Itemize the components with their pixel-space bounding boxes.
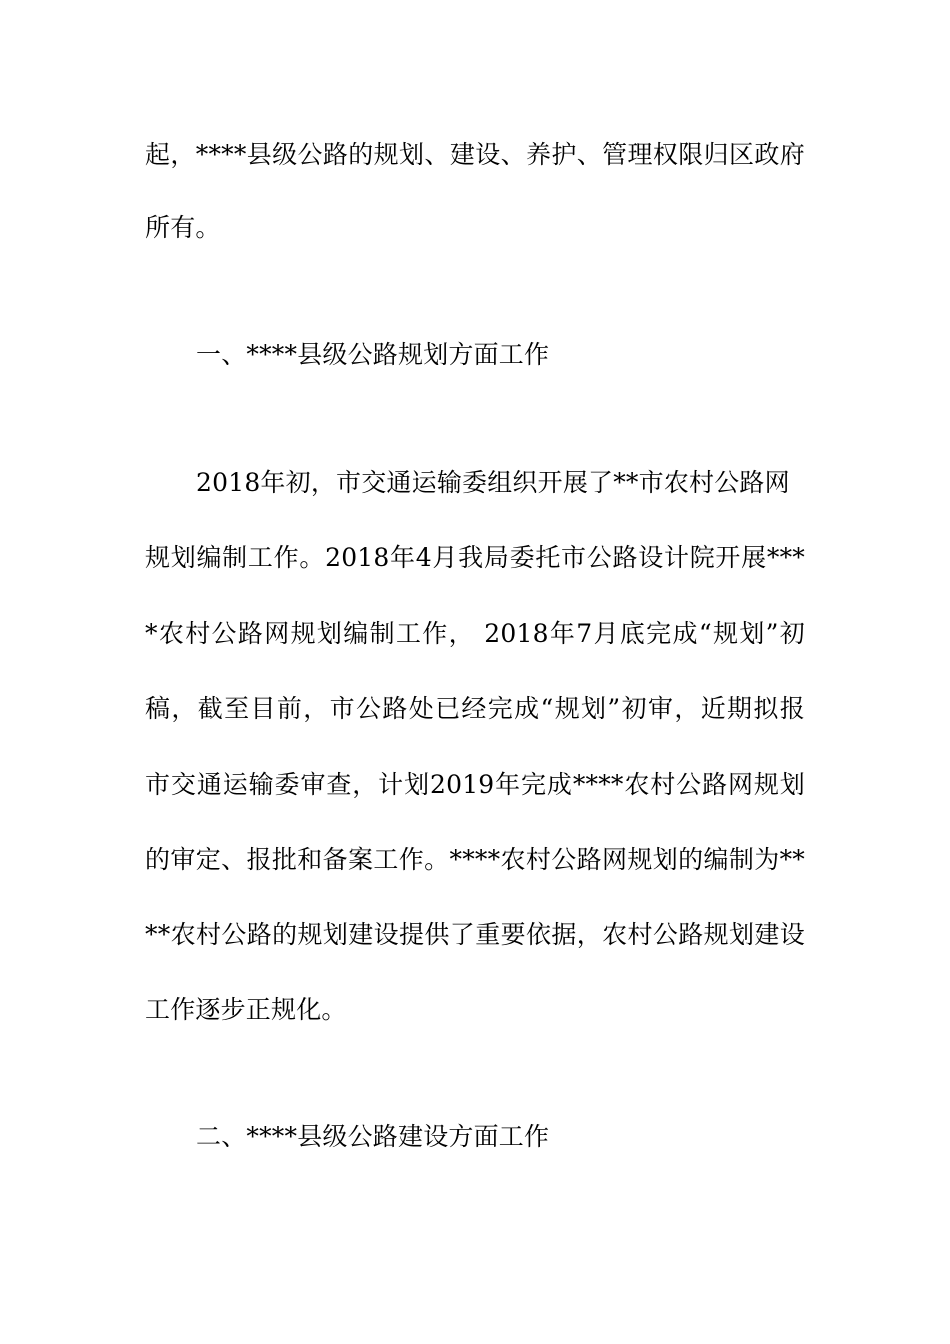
section-heading-planning: 一、****县级公路规划方面工作 xyxy=(196,340,550,369)
intro-line-2: 所有。 xyxy=(145,213,221,242)
paragraph-line-4: 稿，截至目前，市公路处已经完成“规划”初审，近期拟报 xyxy=(145,694,805,723)
section-heading-construction: 二、****县级公路建设方面工作 xyxy=(196,1122,550,1151)
paragraph-line-5: 市交通运输委审查，计划2019年完成****农村公路网规划 xyxy=(145,770,805,799)
paragraph-line-2: 规划编制工作。2018年4月我局委托市公路设计院开展*** xyxy=(145,543,805,572)
paragraph-line-3: *农村公路网规划编制工作， 2018年7月底完成“规划”初 xyxy=(145,619,805,648)
intro-line-1: 起，****县级公路的规划、建设、养护、管理权限归区政府 xyxy=(145,140,805,169)
paragraph-line-7: **农村公路的规划建设提供了重要依据，农村公路规划建设 xyxy=(145,920,805,949)
paragraph-line-1: 2018年初，市交通运输委组织开展了**市农村公路网 xyxy=(196,468,790,497)
paragraph-line-6: 的审定、报批和备案工作。****农村公路网规划的编制为** xyxy=(145,845,805,874)
paragraph-line-8: 工作逐步正规化。 xyxy=(145,995,347,1024)
